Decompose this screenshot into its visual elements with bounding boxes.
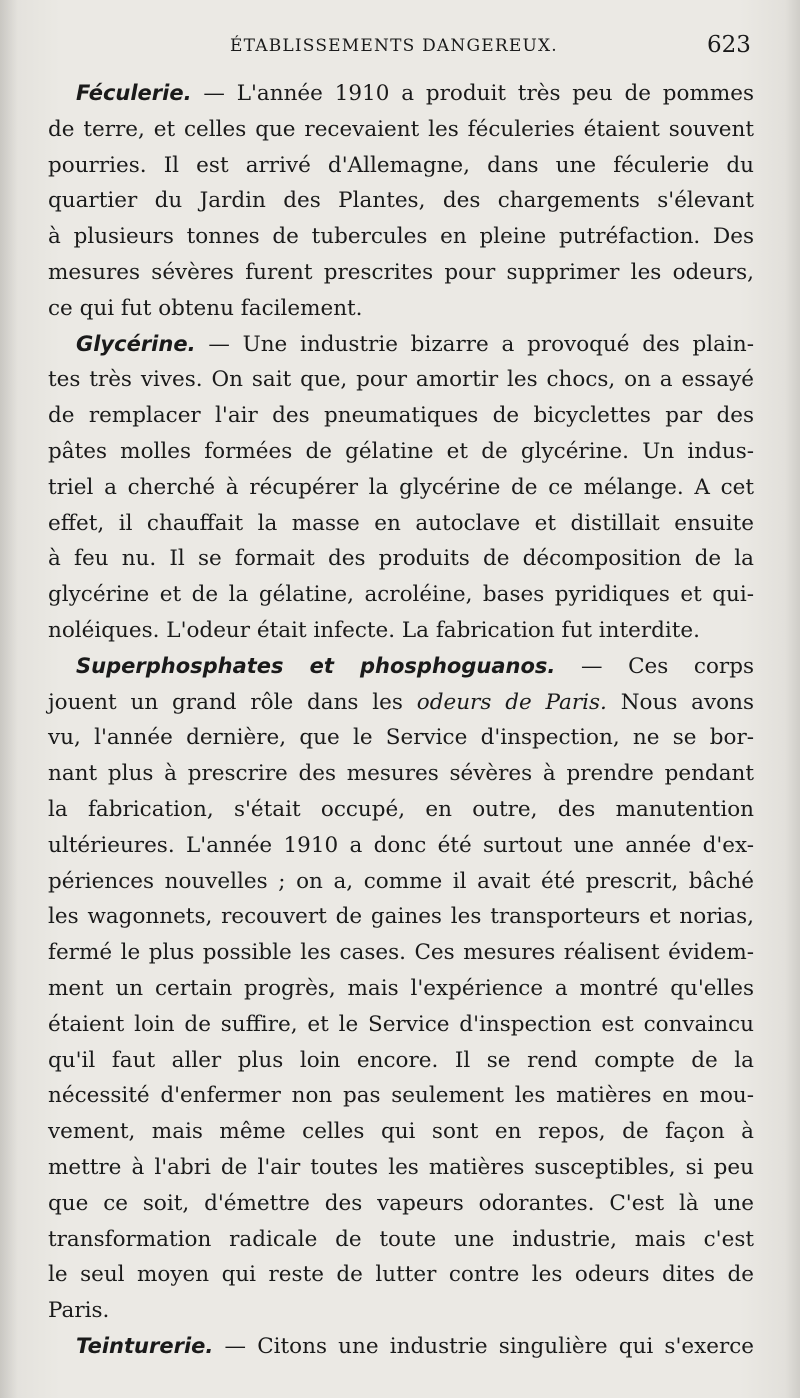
section-heading: Féculerie.: [76, 81, 192, 105]
text-line: [48, 649, 754, 685]
text-line: fermé le plus possible les cases. Ces mesures réalisent évidem-: [48, 940, 754, 966]
text-line: quartier du Jardin des Plantes, des chargements s'élevant: [48, 188, 754, 214]
text-line: périences nouvelles ; on a, comme il avait été prescrit, bâché: [48, 868, 754, 894]
text-line: Paris.: [48, 1298, 110, 1324]
text-line: transformation radicale de toute une industrie, mais c'est: [48, 1226, 754, 1252]
text-line: étaient loin de suffire, et le Service d'inspection est convaincu: [48, 1011, 754, 1037]
paragraph-teinturerie: [48, 1329, 754, 1365]
text-line: que ce soit, d'émettre des vapeurs odorantes. C'est là une: [48, 1190, 754, 1216]
text-line: noléiques. L'odeur était infecte. La fabrication fut interdite.: [48, 617, 700, 643]
text-line: ment un certain progrès, mais l'expérience a montré qu'elles: [48, 975, 754, 1001]
text-line: qu'il faut aller plus loin encore. Il se rend compte de la: [48, 1047, 754, 1073]
text-line: nécessité d'enfermer non pas seulement les matières en mou-: [48, 1083, 754, 1109]
text-line: de terre, et celles que recevaient les féculeries étaient souvent: [48, 116, 754, 142]
text-line: à feu nu. Il se formait des produits de décomposition de la: [48, 546, 754, 572]
text-line: à plusieurs tonnes de tubercules en pleine putréfaction. Des: [48, 224, 754, 250]
text-line: tes très vives. On sait que, pour amortir les chocs, on a essayé: [48, 367, 754, 393]
text-line: de remplacer l'air des pneumatiques de bicyclettes par des: [48, 403, 754, 429]
text-segment: — Une industrie bizarre a provoqué des plain-: [208, 331, 754, 357]
text-line: mettre à l'abri de l'air toutes les matières susceptibles, si peu: [48, 1154, 754, 1180]
page-number: 623: [707, 32, 751, 58]
running-header: [0, 32, 800, 66]
paragraph-superphosphates: [48, 649, 754, 1329]
text-segment: — Ces corps: [580, 653, 754, 679]
section-heading: Glycérine.: [76, 331, 196, 356]
paragraph-glycerine: [48, 327, 754, 649]
italic-phrase: odeurs de Paris.: [416, 689, 607, 715]
text-line: le seul moyen qui reste de lutter contre les odeurs dites de: [48, 1262, 754, 1288]
text-line: mesures sévères furent prescrites pour supprimer les odeurs,: [48, 259, 754, 285]
section-heading: Superphosphates et phosphoguanos.: [76, 653, 556, 678]
text-line: [48, 1329, 754, 1365]
text-line: glycérine et de la gélatine, acroléine, bases pyridiques et qui-: [48, 582, 754, 608]
section-heading: Teinturerie.: [76, 1333, 214, 1358]
text-line: pâtes molles formées de gélatine et de glycérine. Un indus-: [48, 438, 754, 464]
text-segment: — Citons une industrie singulière qui s'exerce: [224, 1333, 754, 1359]
text-line: vement, mais même celles qui sont en repos, de façon à: [48, 1119, 754, 1145]
text-line: pourries. Il est arrivé d'Allemagne, dans une féculerie du: [48, 152, 754, 178]
text-line: [48, 327, 754, 363]
text-segment: — L'année 1910 a produit très peu de pommes: [203, 81, 754, 106]
running-title: ÉTABLISSEMENTS DANGEREUX.: [230, 36, 558, 56]
text-line: [48, 685, 754, 721]
text-line: nant plus à prescrire des mesures sévères à prendre pendant: [48, 761, 754, 787]
text-line: ce qui fut obtenu facilement.: [48, 295, 363, 321]
text-line: effet, il chauffait la masse en autoclave et distillait ensuite: [48, 510, 754, 536]
body-text: [48, 76, 754, 1365]
text-segment: jouent un grand rôle dans les: [48, 689, 417, 715]
paragraph-feculerie: [48, 76, 754, 327]
text-line: vu, l'année dernière, que le Service d'inspection, ne se bor-: [48, 725, 754, 751]
text-line: triel a cherché à récupérer la glycérine de ce mélange. A cet: [48, 474, 754, 500]
text-line: ultérieures. L'année 1910 a donc été surtout une année d'ex-: [48, 832, 754, 858]
text-line: [48, 76, 754, 112]
text-line: les wagonnets, recouvert de gaines les transporteurs et norias,: [48, 904, 754, 930]
text-segment: Nous avons: [606, 689, 754, 715]
text-line: la fabrication, s'était occupé, en outre, des manutention: [48, 796, 754, 822]
